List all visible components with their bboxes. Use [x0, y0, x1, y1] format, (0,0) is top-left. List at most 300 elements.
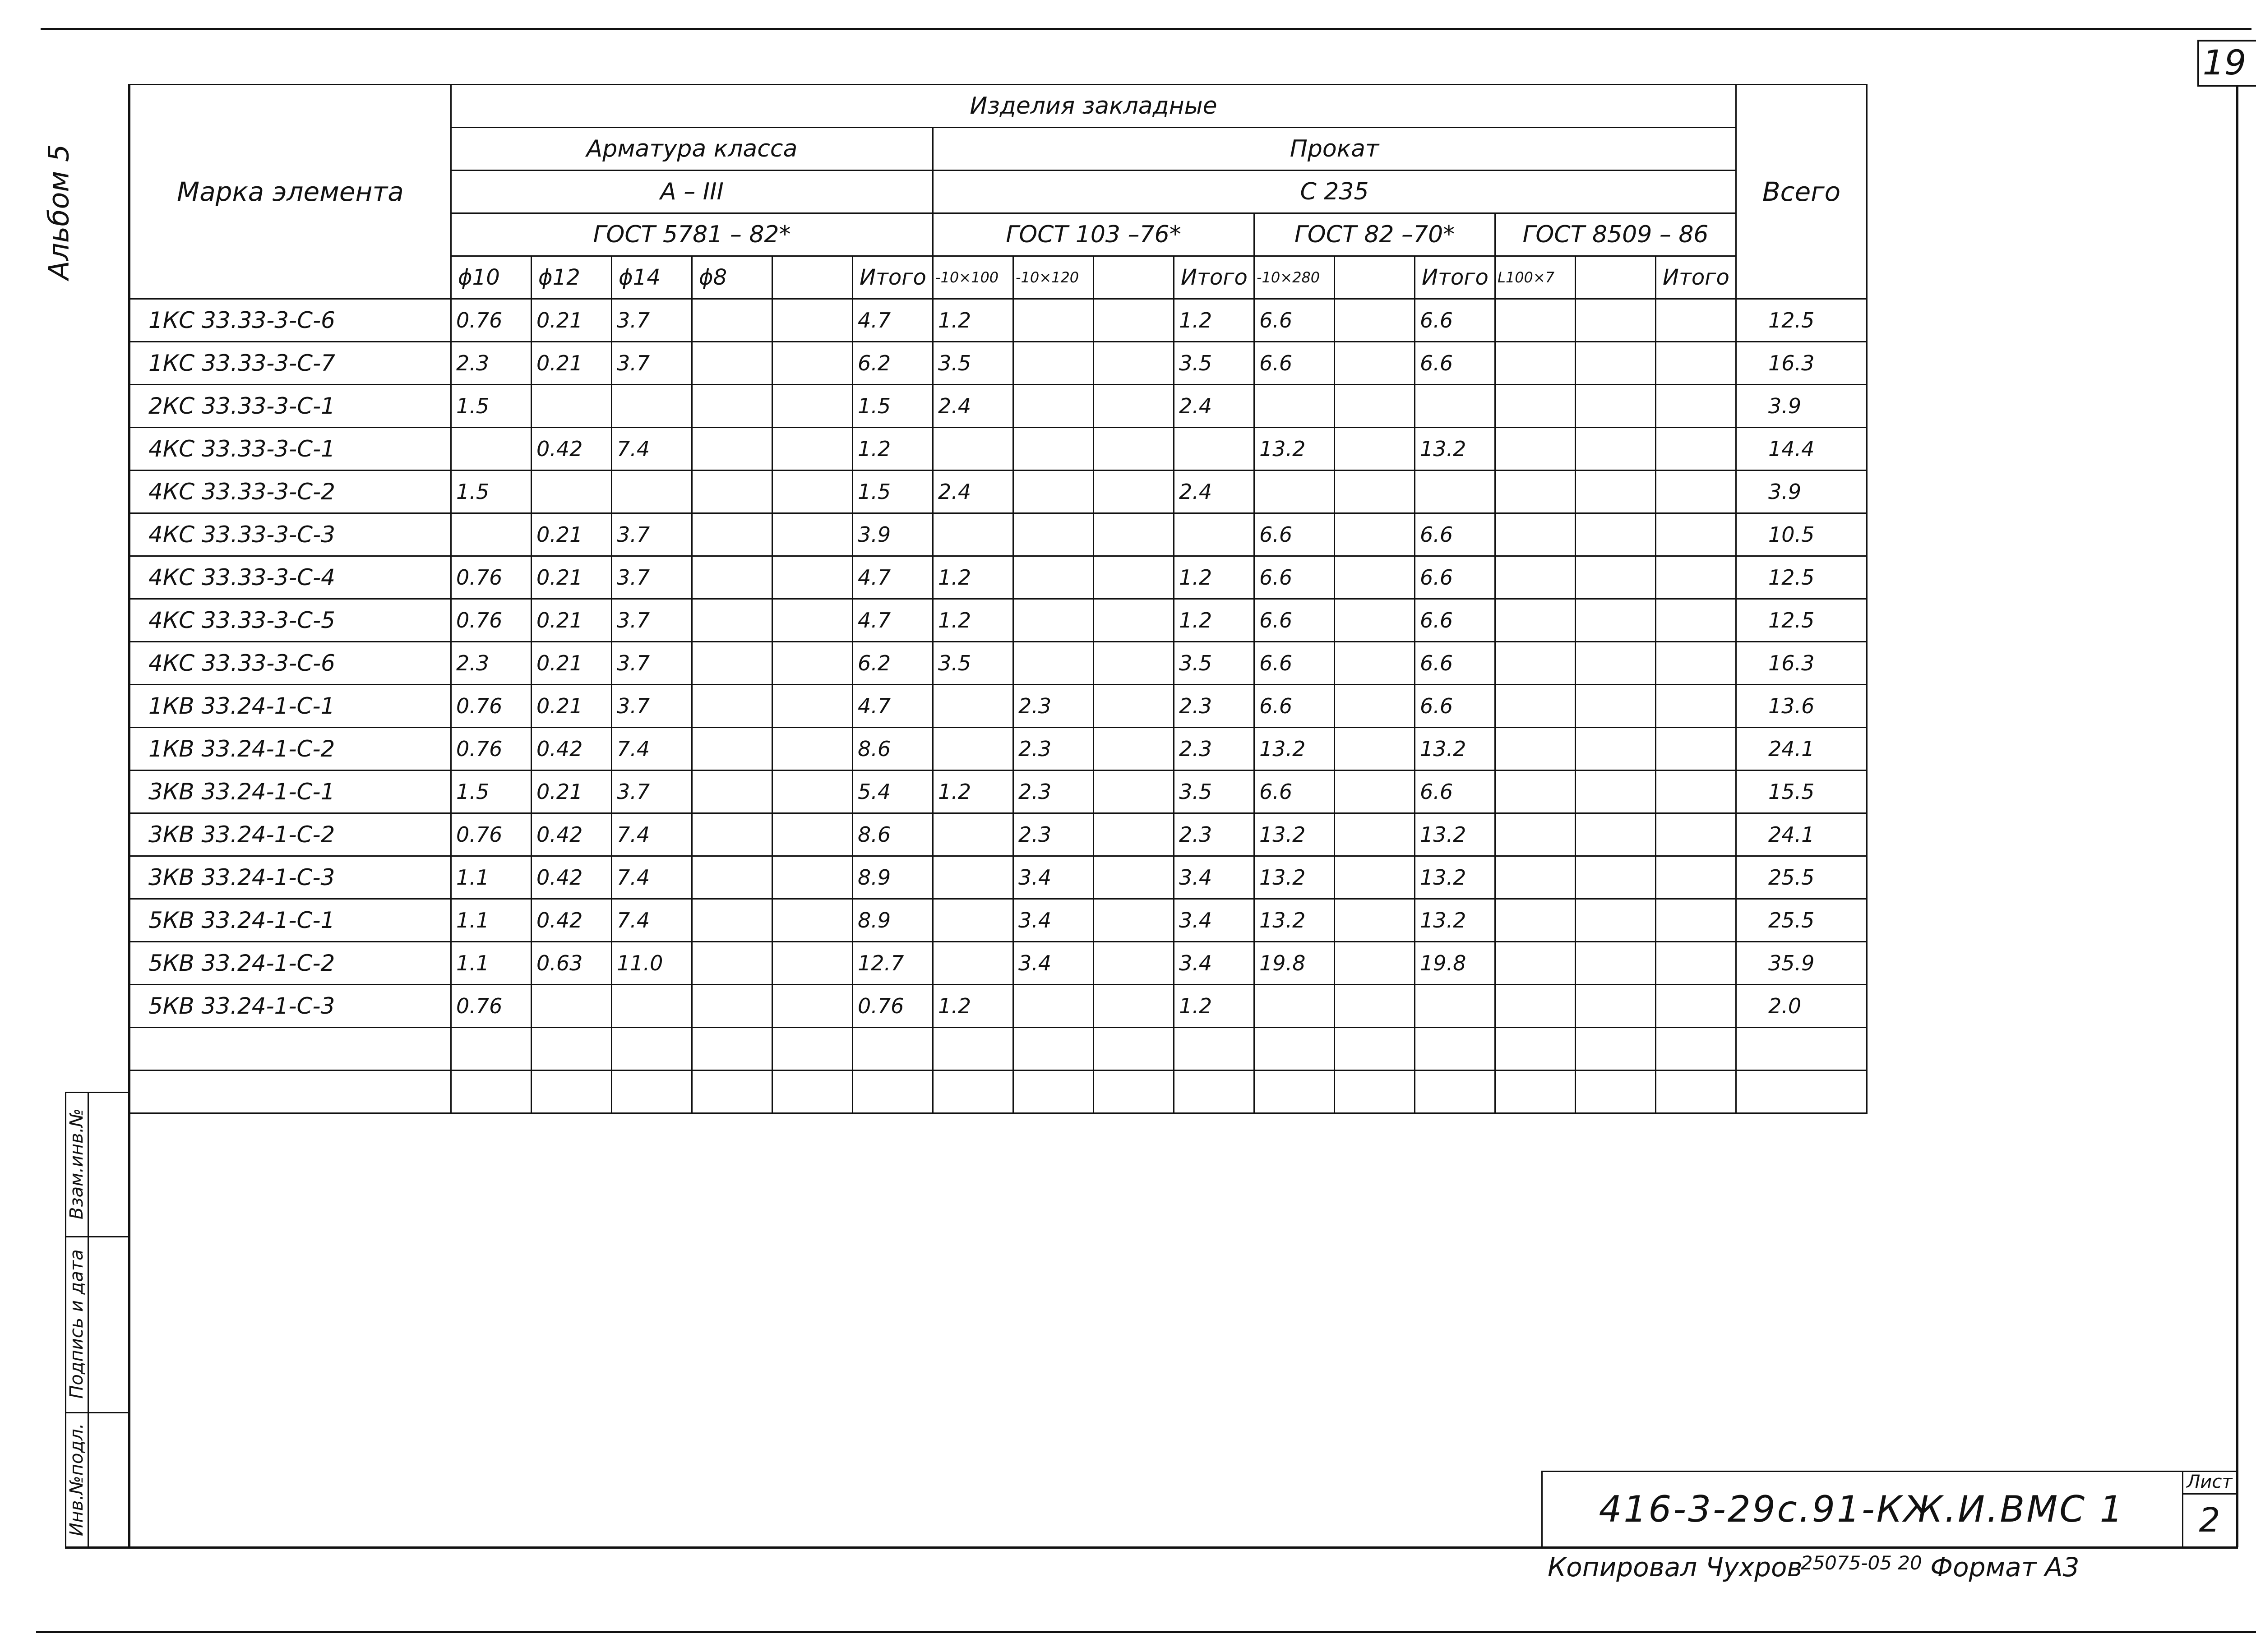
value-cell	[1254, 1071, 1335, 1113]
value-cell: 3.4	[1174, 899, 1254, 942]
value-cell	[772, 342, 853, 385]
value-cell	[1576, 471, 1656, 513]
value-cell	[933, 728, 1013, 771]
element-mark: 4КС 33.33-3-С-3	[130, 513, 451, 556]
element-mark: 1КС 33.33-3-С-6	[130, 299, 451, 342]
rolled-group-header: Прокат	[933, 128, 1736, 171]
value-cell: 8.9	[853, 856, 933, 899]
value-cell	[1335, 342, 1415, 385]
value-cell	[532, 1028, 612, 1071]
value-cell	[1576, 299, 1656, 342]
value-cell	[692, 299, 772, 342]
inner-right-frame-line	[2236, 86, 2238, 1547]
value-cell	[1254, 385, 1335, 428]
table-body	[130, 299, 1867, 1113]
sheet-label: Лист	[2187, 1472, 2233, 1492]
table-row	[130, 685, 1867, 728]
value-cell: 19.8	[1415, 942, 1495, 985]
value-cell	[1094, 471, 1174, 513]
value-cell	[1335, 813, 1415, 856]
value-cell	[853, 1028, 933, 1071]
table-row	[130, 771, 1867, 813]
value-cell	[1656, 428, 1736, 471]
value-cell: 0.42	[532, 899, 612, 942]
value-cell	[772, 942, 853, 985]
subcolumn-header: Итого	[853, 256, 933, 299]
value-cell	[1094, 642, 1174, 685]
margin-cell-inventory	[65, 1412, 88, 1547]
mark-header: Марка элемента	[130, 85, 451, 299]
value-cell	[1013, 428, 1094, 471]
value-cell: 2.3	[1174, 685, 1254, 728]
value-cell: 1.2	[1174, 599, 1254, 642]
value-cell	[772, 599, 853, 642]
value-cell	[1656, 513, 1736, 556]
value-cell	[692, 556, 772, 599]
value-cell	[451, 428, 532, 471]
value-cell: 4.7	[853, 599, 933, 642]
value-cell	[451, 1028, 532, 1071]
product-group-header: Изделия закладные	[451, 85, 1736, 128]
value-cell: 0.21	[532, 342, 612, 385]
value-cell	[612, 385, 692, 428]
value-cell: 13.2	[1254, 899, 1335, 942]
value-cell: 1.1	[451, 899, 532, 942]
row-total: 10.5	[1736, 513, 1867, 556]
value-cell	[1656, 985, 1736, 1028]
value-cell	[1576, 1071, 1656, 1113]
margin-cell-signature	[65, 1236, 88, 1412]
value-cell	[451, 513, 532, 556]
value-cell: 0.21	[532, 685, 612, 728]
margin-stamp	[65, 1092, 129, 1547]
table-row	[130, 342, 1867, 385]
table-row	[130, 513, 1867, 556]
value-cell: 3.4	[1013, 899, 1094, 942]
value-cell: 4.7	[853, 556, 933, 599]
value-cell: 11.0	[612, 942, 692, 985]
value-cell	[692, 1071, 772, 1113]
value-cell	[692, 899, 772, 942]
value-cell: 5.4	[853, 771, 933, 813]
value-cell: 3.5	[1174, 642, 1254, 685]
value-cell: 2.4	[1174, 385, 1254, 428]
value-cell: 1.2	[853, 428, 933, 471]
value-cell	[692, 771, 772, 813]
value-cell	[933, 513, 1013, 556]
value-cell	[1335, 728, 1415, 771]
value-cell	[933, 685, 1013, 728]
value-cell: 13.2	[1415, 428, 1495, 471]
row-total: 12.5	[1736, 599, 1867, 642]
element-mark	[130, 1071, 451, 1113]
value-cell	[1094, 685, 1174, 728]
value-cell	[772, 899, 853, 942]
value-cell: 6.6	[1415, 599, 1495, 642]
value-cell	[692, 342, 772, 385]
value-cell	[1656, 899, 1736, 942]
value-cell	[772, 985, 853, 1028]
value-cell	[692, 471, 772, 513]
value-cell	[1576, 556, 1656, 599]
value-cell	[772, 556, 853, 599]
value-cell	[1335, 471, 1415, 513]
value-cell: 3.4	[1174, 856, 1254, 899]
table-row	[130, 471, 1867, 513]
value-cell	[451, 1071, 532, 1113]
value-cell: 0.21	[532, 299, 612, 342]
margin-cell-replacement	[65, 1092, 88, 1236]
value-cell	[1335, 942, 1415, 985]
value-cell: 8.9	[853, 899, 933, 942]
rolled-gost-header: ГОСТ 103 –76*	[933, 213, 1254, 256]
value-cell	[1335, 685, 1415, 728]
paper-format: Формат А3	[1930, 1552, 2080, 1583]
value-cell	[1335, 856, 1415, 899]
value-cell	[692, 385, 772, 428]
value-cell	[692, 513, 772, 556]
value-cell: 1.5	[451, 771, 532, 813]
table-row	[130, 599, 1867, 642]
value-cell: 13.2	[1415, 813, 1495, 856]
value-cell: 3.5	[1174, 342, 1254, 385]
row-total: 24.1	[1736, 813, 1867, 856]
subcolumn-header	[1094, 256, 1174, 299]
value-cell	[1415, 385, 1495, 428]
value-cell	[1576, 342, 1656, 385]
value-cell	[692, 685, 772, 728]
value-cell: 0.76	[451, 813, 532, 856]
value-cell	[1254, 471, 1335, 513]
value-cell: 1.1	[451, 942, 532, 985]
subcolumn-header: ϕ12	[532, 256, 612, 299]
value-cell	[1656, 942, 1736, 985]
subcolumn-header: Итого	[1415, 256, 1495, 299]
value-cell	[933, 942, 1013, 985]
value-cell	[1094, 813, 1174, 856]
value-cell: 3.4	[1174, 942, 1254, 985]
row-total: 13.6	[1736, 685, 1867, 728]
value-cell	[692, 985, 772, 1028]
value-cell	[933, 856, 1013, 899]
value-cell	[532, 1071, 612, 1113]
value-cell	[532, 985, 612, 1028]
margin-label-replacement: Взам.инв.№	[66, 1108, 87, 1220]
value-cell: 6.6	[1254, 685, 1335, 728]
subcolumn-header	[772, 256, 853, 299]
row-total	[1736, 1071, 1867, 1113]
value-cell: 8.6	[853, 728, 933, 771]
value-cell	[1656, 856, 1736, 899]
value-cell: 6.6	[1254, 642, 1335, 685]
rebar-gost-header: ГОСТ 5781 – 82*	[451, 213, 933, 256]
document-code: 416-3-29с.91-КЖ.И.ВМС 1	[1599, 1488, 2125, 1530]
subcolumn-header: ϕ10	[451, 256, 532, 299]
album-label: Альбом 5	[42, 144, 75, 280]
row-total: 16.3	[1736, 642, 1867, 685]
value-cell: 0.76	[853, 985, 933, 1028]
value-cell	[692, 856, 772, 899]
value-cell	[933, 813, 1013, 856]
value-cell	[772, 1028, 853, 1071]
value-cell	[1013, 513, 1094, 556]
total-header: Всего	[1736, 85, 1867, 299]
value-cell: 0.21	[532, 513, 612, 556]
row-total: 3.9	[1736, 385, 1867, 428]
value-cell: 1.5	[451, 385, 532, 428]
element-mark: 5КВ 33.24-1-С-3	[130, 985, 451, 1028]
value-cell	[612, 985, 692, 1028]
footer	[1548, 1552, 2080, 1583]
value-cell: 2.4	[933, 471, 1013, 513]
value-cell	[1495, 813, 1576, 856]
value-cell	[772, 428, 853, 471]
value-cell: 2.3	[1013, 813, 1094, 856]
value-cell: 8.6	[853, 813, 933, 856]
value-cell	[1013, 1071, 1094, 1113]
value-cell: 0.76	[451, 556, 532, 599]
subcolumn-header	[1576, 256, 1656, 299]
value-cell	[1094, 1071, 1174, 1113]
value-cell	[1174, 1071, 1254, 1113]
value-cell	[1495, 942, 1576, 985]
value-cell: 1.2	[933, 599, 1013, 642]
value-cell: 7.4	[612, 728, 692, 771]
rolled-gost-header: ГОСТ 8509 – 86	[1495, 213, 1736, 256]
value-cell	[1495, 771, 1576, 813]
value-cell: 4.7	[853, 685, 933, 728]
value-cell	[1656, 1028, 1736, 1071]
value-cell	[1254, 1028, 1335, 1071]
value-cell: 0.76	[451, 685, 532, 728]
subcolumn-header: ϕ14	[612, 256, 692, 299]
value-cell: 2.3	[1013, 728, 1094, 771]
value-cell: 3.7	[612, 642, 692, 685]
value-cell	[1335, 985, 1415, 1028]
value-cell: 6.6	[1415, 771, 1495, 813]
inventory-number: 25075-05 20	[1800, 1552, 1922, 1574]
value-cell	[1094, 1028, 1174, 1071]
value-cell	[1094, 299, 1174, 342]
value-cell	[1094, 556, 1174, 599]
value-cell	[1576, 599, 1656, 642]
element-mark: 1КВ 33.24-1-С-2	[130, 728, 451, 771]
value-cell: 13.2	[1415, 899, 1495, 942]
value-cell	[1656, 342, 1736, 385]
value-cell: 0.42	[532, 813, 612, 856]
value-cell	[772, 728, 853, 771]
row-total: 12.5	[1736, 556, 1867, 599]
table-row	[130, 556, 1867, 599]
value-cell: 1.5	[451, 471, 532, 513]
value-cell: 13.2	[1254, 728, 1335, 771]
value-cell	[772, 642, 853, 685]
value-cell	[933, 1071, 1013, 1113]
value-cell	[1013, 471, 1094, 513]
value-cell	[1415, 1071, 1495, 1113]
page-number-box-bottom	[2197, 85, 2256, 87]
value-cell	[1656, 556, 1736, 599]
subcolumn-header: Итого	[1656, 256, 1736, 299]
value-cell	[853, 1071, 933, 1113]
value-cell	[772, 299, 853, 342]
value-cell: 7.4	[612, 899, 692, 942]
value-cell	[772, 1071, 853, 1113]
element-mark: 3КВ 33.24-1-С-1	[130, 771, 451, 813]
value-cell: 1.2	[933, 556, 1013, 599]
value-cell	[692, 813, 772, 856]
value-cell: 6.2	[853, 642, 933, 685]
value-cell	[1576, 942, 1656, 985]
value-cell: 6.6	[1415, 299, 1495, 342]
value-cell	[1335, 1028, 1415, 1071]
row-total: 2.0	[1736, 985, 1867, 1028]
value-cell: 1.2	[933, 771, 1013, 813]
element-mark: 4КС 33.33-3-С-4	[130, 556, 451, 599]
embedded-products-table	[129, 84, 1868, 1114]
value-cell	[1576, 856, 1656, 899]
value-cell: 3.9	[853, 513, 933, 556]
rolled-grade-header: С 235	[933, 171, 1736, 213]
value-cell	[1415, 985, 1495, 1028]
table-row	[130, 1028, 1867, 1071]
value-cell	[1495, 642, 1576, 685]
row-total: 16.3	[1736, 342, 1867, 385]
value-cell	[1656, 599, 1736, 642]
rebar-group-header: Арматура класса	[451, 128, 933, 171]
value-cell: 6.6	[1415, 642, 1495, 685]
value-cell	[1576, 428, 1656, 471]
subcolumn-header: L100×7	[1495, 256, 1576, 299]
row-total: 25.5	[1736, 856, 1867, 899]
value-cell	[1335, 385, 1415, 428]
value-cell: 1.1	[451, 856, 532, 899]
value-cell	[1335, 771, 1415, 813]
table-row	[130, 942, 1867, 985]
value-cell	[933, 1028, 1013, 1071]
value-cell	[772, 471, 853, 513]
value-cell	[1656, 642, 1736, 685]
value-cell	[1094, 728, 1174, 771]
value-cell	[772, 813, 853, 856]
value-cell	[1013, 1028, 1094, 1071]
margin-label-signature: Подпись и дата	[66, 1249, 87, 1399]
value-cell	[933, 428, 1013, 471]
value-cell	[1495, 513, 1576, 556]
row-total: 12.5	[1736, 299, 1867, 342]
value-cell	[1656, 385, 1736, 428]
element-mark: 5КВ 33.24-1-С-1	[130, 899, 451, 942]
value-cell: 2.3	[1174, 728, 1254, 771]
value-cell	[1335, 899, 1415, 942]
value-cell: 0.42	[532, 728, 612, 771]
row-total: 35.9	[1736, 942, 1867, 985]
value-cell: 3.5	[933, 342, 1013, 385]
value-cell	[1656, 1071, 1736, 1113]
value-cell: 0.42	[532, 428, 612, 471]
value-cell	[612, 1028, 692, 1071]
value-cell	[1656, 471, 1736, 513]
value-cell: 3.7	[612, 599, 692, 642]
element-mark: 1КС 33.33-3-С-7	[130, 342, 451, 385]
value-cell: 3.7	[612, 513, 692, 556]
value-cell: 3.7	[612, 685, 692, 728]
table-row	[130, 813, 1867, 856]
value-cell: 13.2	[1415, 728, 1495, 771]
value-cell	[1013, 342, 1094, 385]
value-cell	[1495, 856, 1576, 899]
value-cell	[1495, 428, 1576, 471]
value-cell	[692, 728, 772, 771]
value-cell: 3.5	[933, 642, 1013, 685]
value-cell	[933, 899, 1013, 942]
value-cell	[772, 385, 853, 428]
value-cell	[612, 1071, 692, 1113]
value-cell	[1094, 856, 1174, 899]
value-cell	[1495, 728, 1576, 771]
value-cell	[1495, 1071, 1576, 1113]
value-cell: 2.3	[1174, 813, 1254, 856]
rebar-class-header: А – III	[451, 171, 933, 213]
value-cell: 12.7	[853, 942, 933, 985]
copied-by: Копировал Чухров	[1548, 1552, 1803, 1583]
value-cell	[1656, 685, 1736, 728]
value-cell: 7.4	[612, 856, 692, 899]
title-block	[1541, 1471, 2237, 1547]
value-cell: 2.3	[451, 642, 532, 685]
value-cell: 6.2	[853, 342, 933, 385]
value-cell	[1013, 299, 1094, 342]
value-cell	[1495, 556, 1576, 599]
value-cell	[1656, 771, 1736, 813]
value-cell	[1415, 1028, 1495, 1071]
element-mark: 3КВ 33.24-1-С-3	[130, 856, 451, 899]
value-cell	[692, 428, 772, 471]
row-total: 15.5	[1736, 771, 1867, 813]
value-cell	[1576, 985, 1656, 1028]
value-cell: 1.2	[1174, 556, 1254, 599]
table-row	[130, 1071, 1867, 1113]
value-cell	[1576, 685, 1656, 728]
value-cell: 0.76	[451, 728, 532, 771]
top-frame-line	[41, 28, 2251, 30]
row-total: 24.1	[1736, 728, 1867, 771]
value-cell	[1656, 299, 1736, 342]
value-cell	[1415, 471, 1495, 513]
value-cell	[1013, 642, 1094, 685]
value-cell: 6.6	[1254, 513, 1335, 556]
subcolumn-header: ϕ8	[692, 256, 772, 299]
value-cell	[1174, 428, 1254, 471]
value-cell	[1013, 385, 1094, 428]
value-cell	[1174, 513, 1254, 556]
value-cell: 6.6	[1415, 685, 1495, 728]
value-cell	[612, 471, 692, 513]
value-cell	[692, 1028, 772, 1071]
value-cell: 1.2	[1174, 985, 1254, 1028]
element-mark: 4КС 33.33-3-С-1	[130, 428, 451, 471]
margin-label-inventory: Инв.№подл.	[66, 1423, 87, 1537]
value-cell	[1495, 471, 1576, 513]
value-cell	[1013, 985, 1094, 1028]
value-cell	[772, 771, 853, 813]
value-cell	[1576, 899, 1656, 942]
value-cell	[1094, 771, 1174, 813]
value-cell: 6.6	[1415, 342, 1495, 385]
element-mark: 5КВ 33.24-1-С-2	[130, 942, 451, 985]
element-mark: 3КВ 33.24-1-С-2	[130, 813, 451, 856]
value-cell: 2.4	[933, 385, 1013, 428]
